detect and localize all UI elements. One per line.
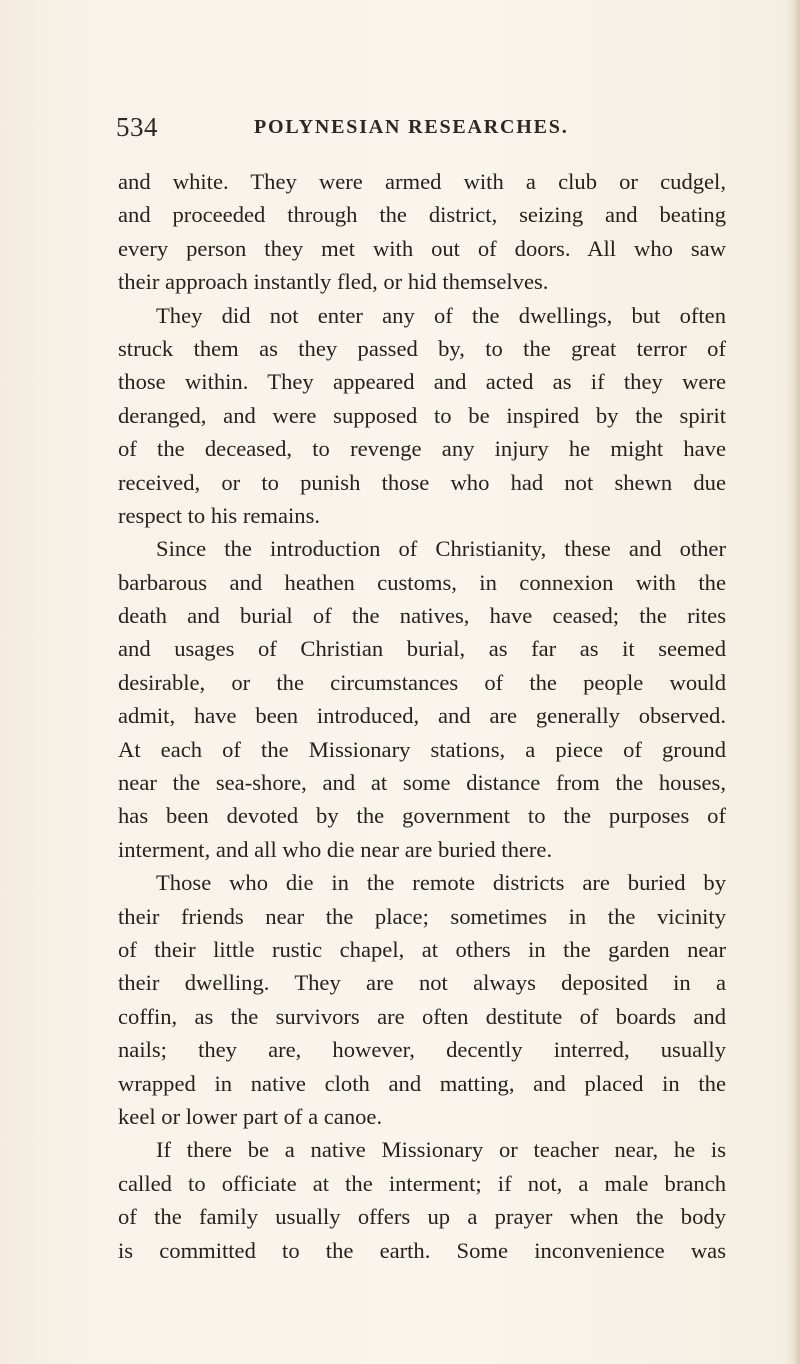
text-line: their friends near the place; sometimes in the vicinity	[118, 903, 726, 929]
text-line: has been devoted by the government to the purposes of	[118, 803, 726, 829]
body-text	[118, 165, 726, 1267]
text-line: every person they met with out of doors. All who saw	[118, 235, 726, 261]
text-line: interment, and all who die near are buried there.	[118, 836, 553, 862]
text-line: deranged, and were supposed to be inspired by the spirit	[118, 402, 726, 428]
text-line: of their little rustic chapel, at others in the garden near	[118, 936, 726, 962]
text-line: admit, have been introduced, and are generally observed.	[118, 703, 726, 729]
text-line: received, or to punish those who had not shewn due	[118, 469, 726, 495]
page-header	[116, 112, 716, 152]
text-line: They did not enter any of the dwellings, but often	[156, 302, 726, 328]
text-line: and proceeded through the district, seizing and beating	[118, 202, 726, 228]
text-line: coffin, as the survivors are often destitute of boards and	[118, 1003, 726, 1029]
text-line: their dwelling. They are not always deposited in a	[118, 970, 726, 996]
text-line: nails; they are, however, decently interred, usually	[118, 1037, 726, 1063]
text-line: wrapped in native cloth and matting, and placed in the	[118, 1070, 726, 1096]
text-line: barbarous and heathen customs, in connexion with the	[118, 569, 726, 595]
text-line: and white. They were armed with a club or cudgel,	[118, 169, 726, 194]
text-line: is committed to the earth. Some inconvenience was	[118, 1237, 726, 1263]
text-line: their approach instantly fled, or hid themselves.	[118, 269, 549, 295]
text-line: called to officiate at the interment; if not, a male branch	[118, 1170, 726, 1196]
page-edge-shadow	[786, 0, 800, 1364]
text-line: death and burial of the natives, have ceased; the rites	[118, 603, 726, 629]
text-line: those within. They appeared and acted as if they were	[118, 369, 726, 395]
text-line: Those who die in the remote districts are buried by	[156, 870, 726, 896]
text-line: keel or lower part of a canoe.	[118, 1103, 383, 1129]
text-line: At each of the Missionary stations, a piece of ground	[118, 736, 726, 762]
text-line: and usages of Christian burial, as far as it seemed	[118, 636, 726, 662]
text-line: near the sea-shore, and at some distance from the houses,	[118, 770, 726, 796]
text-line: of the family usually offers up a prayer when the body	[118, 1204, 726, 1230]
text-line: Since the introduction of Christianity, these and other	[156, 536, 726, 562]
running-head: POLYNESIAN RESEARCHES.	[254, 116, 569, 138]
text-line: of the deceased, to revenge any injury he might have	[118, 436, 726, 462]
text-line: If there be a native Missionary or teacher near, he is	[156, 1137, 726, 1163]
text-line: desirable, or the circumstances of the people would	[118, 669, 726, 695]
page-number: 534	[116, 112, 158, 142]
text-line: respect to his remains.	[118, 502, 321, 528]
text-line: struck them as they passed by, to the great terror of	[118, 335, 726, 361]
